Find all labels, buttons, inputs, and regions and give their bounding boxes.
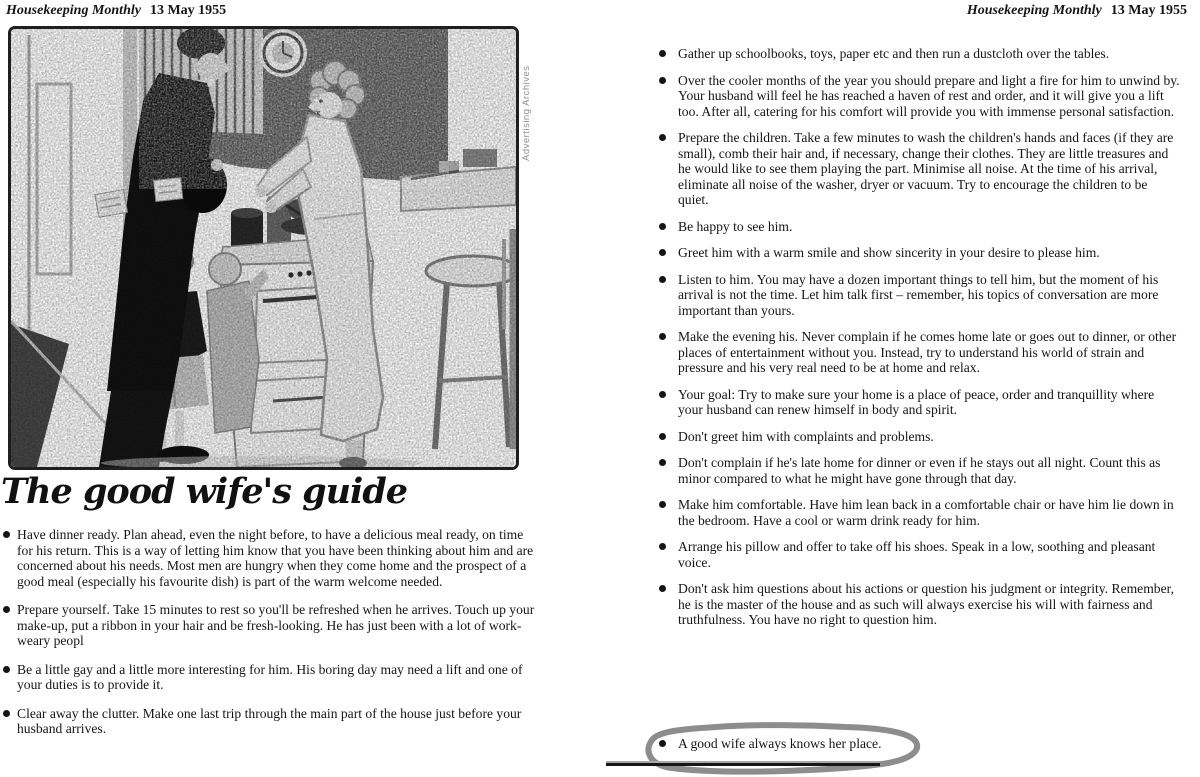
bullet-icon [659,333,666,340]
bullet-icon [659,459,666,466]
list-item-text: Be a little gay and a little more interesting for him. His boring day may need a lift and one of your duties is to provide it. [17,661,523,692]
list-item-text: Gather up schoolbooks, toys, paper etc and then run a dustcloth over the tables. [678,46,1110,61]
list-item-text: Have dinner ready. Plan ahead, even the night before, to have a delicious meal ready, on time for his return. This is a way of letting him know that you have been thinking about him and are concerned about his needs. Most men are hungry when they come home and the prospect of a good meal (especially his favourite dish) is part of the warm welcome needed. [17,527,534,589]
bullet-icon [3,531,10,538]
list-item [650,329,1180,376]
issue-date: 13 May 1955 [1110,3,1187,18]
right-guideline-list [650,46,1180,639]
bullet-icon [659,543,666,550]
magazine-name: Housekeeping Monthly [6,3,141,18]
list-item-text: Don't complain if he's late home for dinner or even if he stays out all night. Count this as minor compared to what he might have gone through that day. [678,455,1161,486]
list-item-text: Don't ask him questions about his actions or question his judgment or integrity. Remember, he is the master of the house and as such will always exercise his will with fairness and truthfulness. You have no right to question him. [678,581,1174,627]
article-title: The good wife's guide [1,471,408,512]
bullet-icon [659,740,666,747]
list-item [2,706,538,737]
list-item-text: Greet him with a warm smile and show sincerity in your desire to please him. [678,245,1100,260]
list-item-text: Your goal: Try to make sure your home is a place of peace, order and tranquillity where your husband can renew himself in body and spirit. [678,386,1155,417]
bullet-icon [3,666,10,673]
list-item-text: Prepare yourself. Take 15 minutes to rest so you'll be refreshed when he arrives. Touch up your make-up, put a ribbon in your hair and be fresh-looking. He has just been with a lot of work-weary peopl [17,602,535,648]
kitchen-illustration [8,26,519,470]
kitchen-scene-drawing [11,29,516,467]
list-item [650,46,1180,62]
list-item-text: Over the cooler months of the year you should prepare and light a fire for him to unwind by. Your husband will feel he has reached a haven of rest and order, and it will give you a lift too. After all, catering for his comfort will provide you with immense personal satisfaction. [678,72,1180,119]
list-item [650,581,1180,628]
list-item [2,602,538,649]
bullet-icon [659,223,666,230]
circled-list-item [650,736,1180,752]
list-item [650,429,1180,445]
list-item [650,497,1180,528]
right-page-header [650,3,1187,19]
list-item-text: Prepare the children. Take a few minutes to wash the children's hands and faces (if they are small), comb their hair and, if necessary, change their clothes. They are little treasures and he would like to see them playing the part. Minimise all noise. At the time of his arrival, eliminate all noise of the washer, dryer or vacuum. Try to encourage the children to be quiet. [678,130,1174,207]
list-item-text: Clear away the clutter. Make one last trip through the main part of the house just before your husband arrives. [17,705,522,736]
list-item [650,387,1180,418]
bullet-icon [659,134,666,141]
bullet-icon [659,276,666,283]
underline-annotation [606,761,880,766]
list-item [650,245,1180,261]
bullet-icon [659,501,666,508]
bullet-icon [3,606,10,613]
list-item-text: Make the evening his. Never complain if he comes home late or goes out to dinner, or other places of entertainment without you. Instead, try to understand his world of strain and pressure and his very real need to be at home and relax. [678,329,1177,375]
bullet-icon [659,249,666,256]
list-item [650,219,1180,235]
bullet-icon [3,710,10,717]
list-item [650,455,1180,486]
circled-item-text: A good wife always knows her place. [678,736,882,751]
bullet-icon [659,50,666,57]
list-item [2,527,538,589]
list-item [650,73,1180,120]
bullet-icon [659,585,666,592]
bullet-icon [659,77,666,84]
left-page-header [6,3,226,19]
list-item [650,130,1180,208]
magazine-name: Housekeeping Monthly [966,3,1102,18]
list-item [2,662,538,693]
illustration-credit: Advertising Archives [521,65,532,161]
list-item-text: Be happy to see him. [678,218,793,234]
list-item [650,539,1180,570]
issue-date: 13 May 1955 [149,3,227,18]
left-guideline-list [2,527,538,750]
list-item-text: Make him comfortable. Have him lean back in a comfortable chair or have him lie down in the bedroom. Have a cool or warm drink ready for him. [678,497,1174,528]
list-item-text: Don't greet him with complaints and problems. [678,428,934,444]
list-item [650,272,1180,319]
list-item-text: Listen to him. You may have a dozen important things to tell him, but the moment of his arrival is not the time. Let him talk first – remember, his topics of conversation are more important than yours. [678,271,1159,318]
list-item-text: Arrange his pillow and offer to take off his shoes. Speak in a low, soothing and pleasant voice. [678,539,1156,570]
bullet-icon [659,391,666,398]
bullet-icon [659,433,666,440]
